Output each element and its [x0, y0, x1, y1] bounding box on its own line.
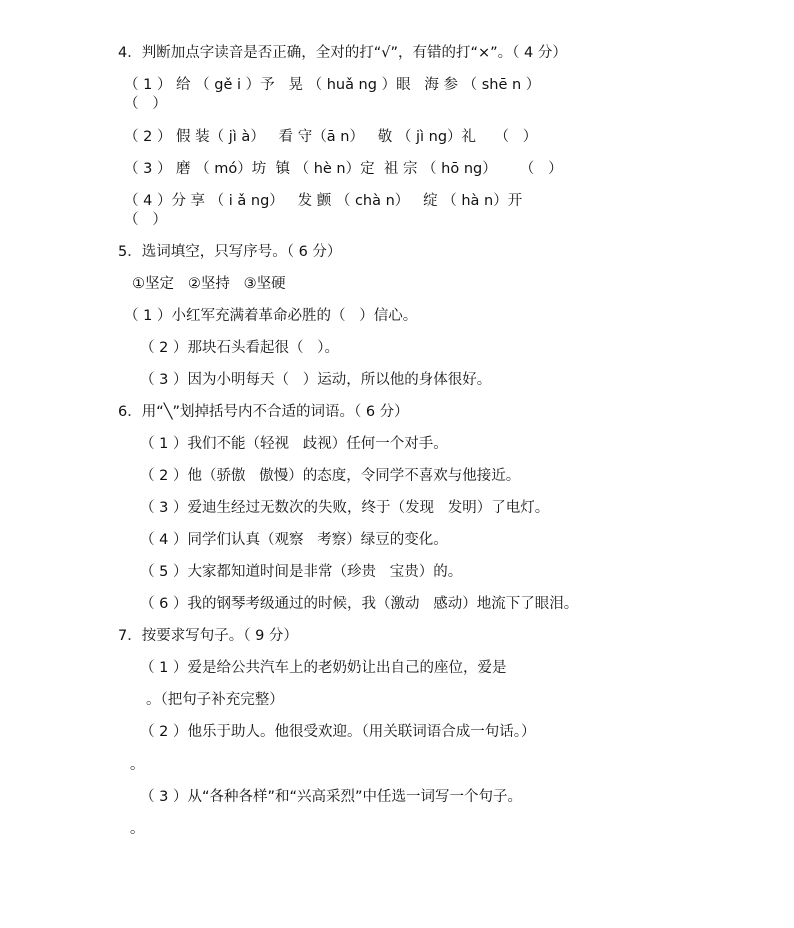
- q6-item-4: （ 4 ）同学们认真（观察 考察）绿豆的变化。: [140, 532, 448, 548]
- q5-item-1: （ 1 ）小红军充满着革命必胜的（ ）信心。: [124, 308, 418, 324]
- q6-item-5: （ 5 ）大家都知道时间是非常（珍贵 宝贵）的。: [140, 564, 463, 580]
- q7-title: 7．按要求写句子。（ 9 分）: [118, 628, 298, 644]
- q6-item-2: （ 2 ）他（骄傲 傲慢）的态度，令同学不喜欢与他接近。: [140, 468, 521, 484]
- q5-item-2: （ 2 ）那块石头看起很（ ）。: [140, 340, 340, 356]
- q5-title: 5．选词填空，只写序号。（ 6 分）: [118, 244, 342, 260]
- q4-item-1-blank: （ ）: [124, 96, 167, 112]
- q6-item-6: （ 6 ）我的钢琴考级通过的时候，我（激动 感动）地流下了眼泪。: [140, 596, 579, 612]
- q4-item-3: （ 3 ） 磨 （ mó）坊 镇 （ hè n）定 祖 宗 （ hō ng） （ ）: [124, 161, 563, 177]
- q5-options: ①坚定 ②坚持 ③坚硬: [132, 276, 286, 292]
- q7-item-1-tail: 。（把句子补充完整）: [146, 692, 284, 708]
- q6-item-1: （ 1 ）我们不能（轻视 歧视）任何一个对手。: [140, 436, 448, 452]
- q4-item-4-blank: （ ）: [124, 212, 167, 228]
- q4-item-2: （ 2 ） 假 装（ jì à） 看 守（ā n） 敬 （ jì ng）礼 （ ）: [124, 129, 538, 145]
- q7-item-3: （ 3 ）从“各种各样”和“兴高采烈”中任选一词写一个句子。: [140, 789, 522, 805]
- q4-title: 4．判断加点字读音是否正确，全对的打“√”，有错的打“×”。（ 4 分）: [118, 45, 567, 61]
- q6-title: 6．用“╲”划掉括号内不合适的词语。（ 6 分）: [118, 404, 409, 420]
- q7-item-2-end: 。: [130, 757, 145, 773]
- q4-item-4: （ 4 ）分 享 （ i ǎ ng） 发 颤 （ chà n） 绽 （ hà n）开: [124, 193, 523, 209]
- q7-item-3-end: 。: [130, 821, 145, 837]
- q5-item-3: （ 3 ）因为小明每天（ ）运动，所以他的身体很好。: [140, 372, 492, 388]
- q7-item-1: （ 1 ）爱是给公共汽车上的老奶奶让出自己的座位，爱是: [140, 660, 507, 676]
- q4-item-1: （ 1 ） 给 （ gě i ）予 晃 （ huǎ ng ）眼 海 参 （ shē n ）: [124, 77, 541, 93]
- q7-item-2: （ 2 ）他乐于助人。他很受欢迎。（用关联词语合成一句话。）: [140, 724, 536, 740]
- q6-item-3: （ 3 ）爱迪生经过无数次的失败，终于（发现 发明）了电灯。: [140, 500, 550, 516]
